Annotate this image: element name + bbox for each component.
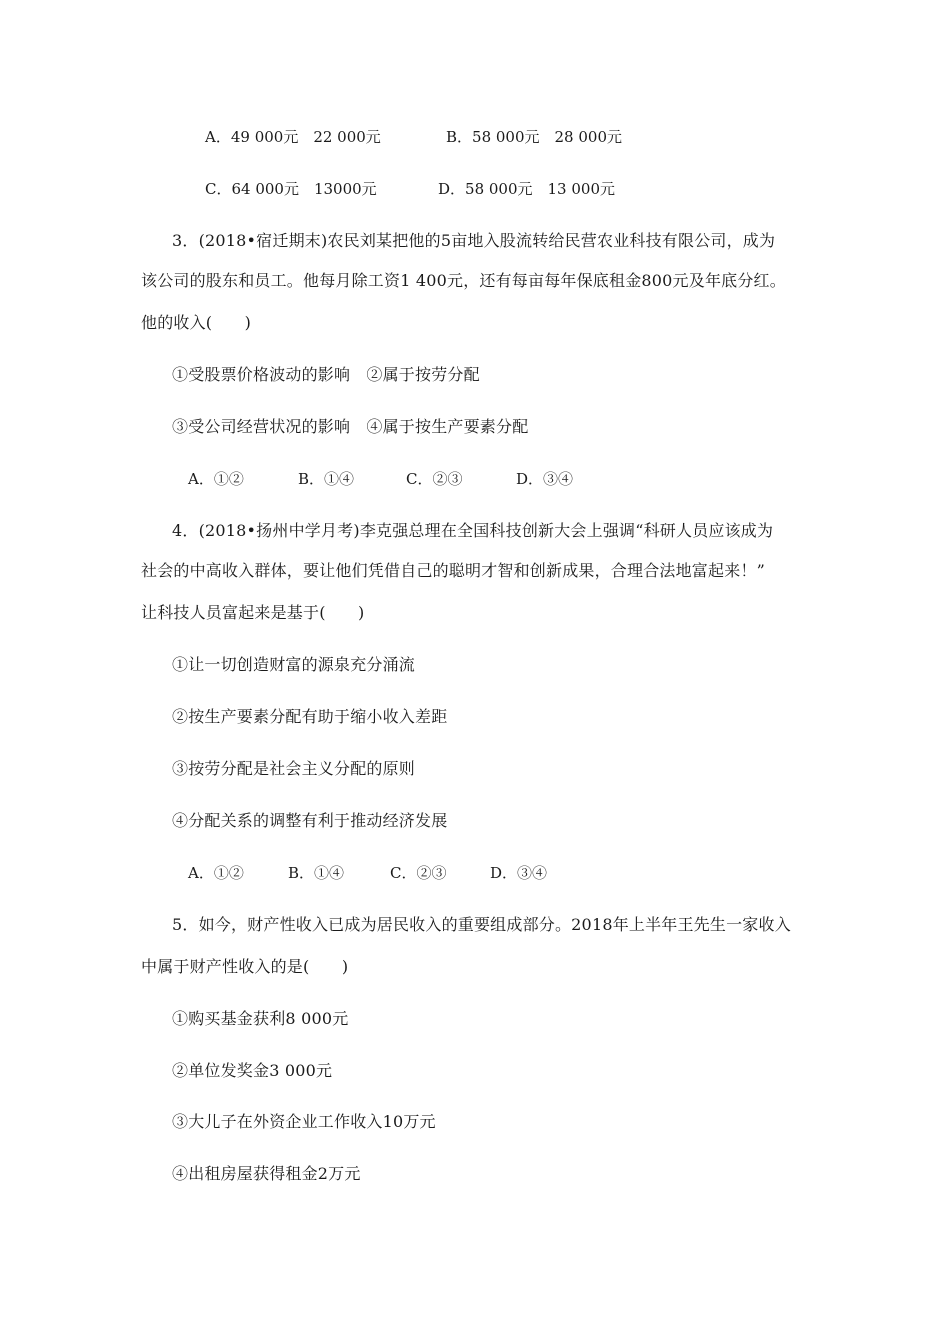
q5-item-1: ①购买基金获利8 000元	[172, 1009, 349, 1028]
q3-items-line2: ③受公司经营状况的影响 ④属于按生产要素分配	[172, 417, 529, 436]
q3-stem-line2: 该公司的股东和员工。他每月除工资1 400元，还有每亩每年保底租金800元及年底分红。	[141, 271, 786, 290]
q3-option-d: D．③④	[516, 470, 574, 488]
q4-option-d: D．③④	[490, 864, 548, 882]
q4-item-3: ③按劳分配是社会主义分配的原则	[172, 759, 416, 778]
q4-stem-line3: 让科技人员富起来是基于( )	[141, 603, 365, 622]
q3-stem-line1: 3．(2018•宿迁期末)农民刘某把他的5亩地入股流转给民营农业科技有限公司，成为	[172, 231, 776, 250]
q2-option-b: B．58 000元 28 000元	[446, 128, 622, 146]
q3-option-c: C．②③	[406, 470, 463, 488]
q4-item-1: ①让一切创造财富的源泉充分涌流	[172, 655, 416, 674]
q5-stem-line1: 5．如今，财产性收入已成为居民收入的重要组成部分。2018年上半年王先生一家收入	[172, 915, 791, 934]
q3-items-line1: ①受股票价格波动的影响 ②属于按劳分配	[172, 365, 480, 384]
q4-stem-line1: 4．(2018•扬州中学月考)李克强总理在全国科技创新大会上强调“科研人员应该成为	[172, 521, 774, 540]
q3-option-b: B．①④	[298, 470, 355, 488]
q2-option-c: C．64 000元 13000元	[205, 180, 377, 198]
q4-stem-line2: 社会的中高收入群体，要让他们凭借自己的聪明才智和创新成果，合理合法地富起来！”	[141, 561, 765, 580]
q4-item-2: ②按生产要素分配有助于缩小收入差距	[172, 707, 448, 726]
q3-stem-line3: 他的收入( )	[141, 313, 252, 332]
q5-item-2: ②单位发奖金3 000元	[172, 1061, 333, 1080]
q4-option-c: C．②③	[390, 864, 447, 882]
q2-option-a: A．49 000元 22 000元	[205, 128, 381, 146]
q5-item-4: ④出租房屋获得租金2万元	[172, 1164, 361, 1183]
q2-option-d: D．58 000元 13 000元	[438, 180, 615, 198]
q5-item-3: ③大儿子在外资企业工作收入10万元	[172, 1112, 436, 1131]
q4-option-b: B．①④	[288, 864, 345, 882]
q5-stem-line2: 中属于财产性收入的是( )	[141, 957, 349, 976]
q4-item-4: ④分配关系的调整有利于推动经济发展	[172, 811, 448, 830]
q4-option-a: A．①②	[188, 864, 244, 882]
q3-option-a: A．①②	[188, 470, 244, 488]
